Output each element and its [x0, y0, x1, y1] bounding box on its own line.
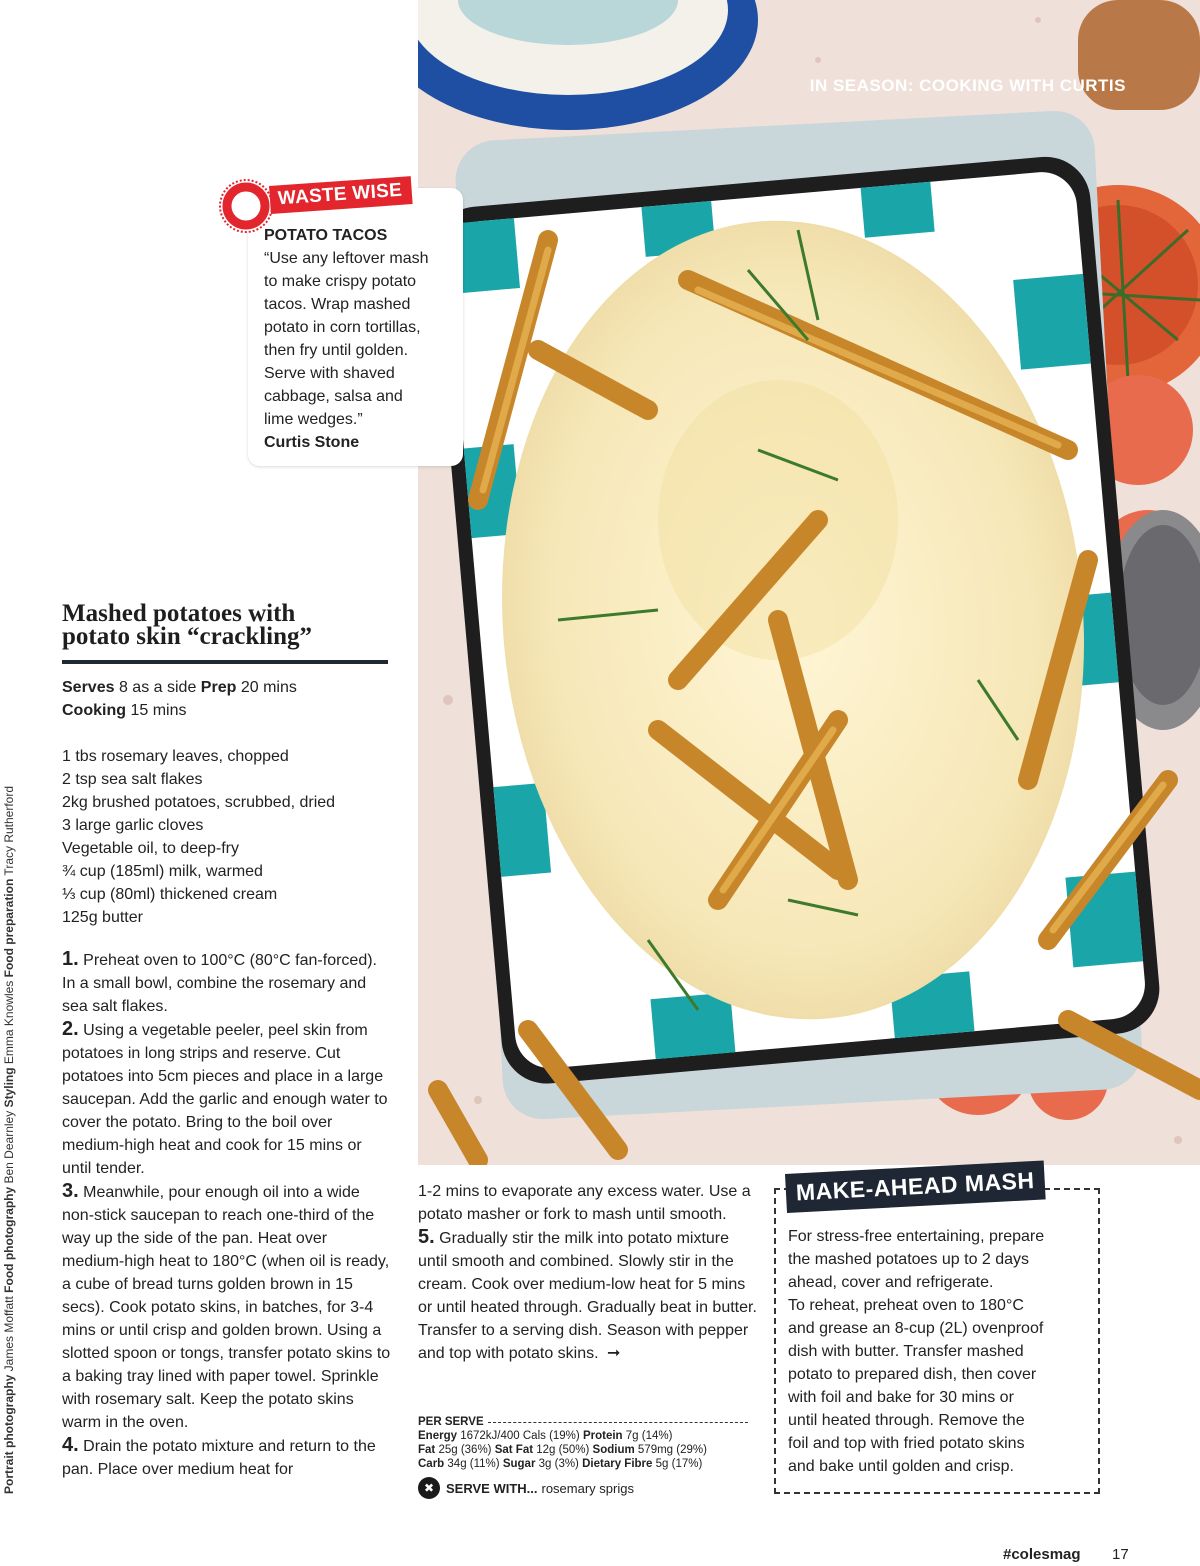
method-step-continued: 1-2 mins to evaporate any excess water. Use a potato masher or fork to mash until smooth.	[418, 1183, 751, 1223]
method-column-2	[418, 1180, 758, 1365]
nutrient-value: 5g (17%)	[655, 1458, 703, 1470]
dashed-divider	[488, 1422, 748, 1423]
credit-value: Ben Dearnley	[2, 1110, 16, 1184]
make-ahead-line: with foil and bake for 30 mins or	[788, 1389, 1014, 1406]
step-number: 2.	[62, 1018, 79, 1040]
nutrient-value: 3g (3%)	[538, 1458, 579, 1470]
step-text: Preheat oven to 100°C (80°C fan-forced). In a small bowl, combine the rosemary and sea salt flakes.	[62, 952, 377, 1015]
nutrient-label: Sat Fat	[494, 1444, 534, 1456]
title-rule	[62, 660, 388, 664]
nutrient-label: Dietary Fibre	[582, 1458, 653, 1470]
recipe-title-line: potato skin “crackling”	[62, 623, 313, 650]
method-column-1	[62, 948, 392, 1481]
method-step	[418, 1226, 758, 1365]
nutrient-value: 25g (36%)	[438, 1444, 492, 1456]
cooking-label: Cooking	[62, 702, 126, 719]
waste-wise-tag: WASTE WISE	[269, 176, 413, 214]
nutrient-label: Energy	[418, 1430, 457, 1442]
make-ahead-line: potato to prepared dish, then cover	[788, 1366, 1037, 1383]
mashed-potato-photo	[418, 0, 1200, 1165]
step-text: Meanwhile, pour enough oil into a wide non-stick saucepan to reach one-third of the way up the side of the pan. Heat over medium-high heat to 180°C (when oil is ready, a cube of bread turns golden brown in 15 secs). Cook potato skins, in batches, for 3-4 mins or until crisp and golden brown. Using a slotted spoon or tongs, transfer potato skins to a baking tray lined with paper towel. Sprinkle with rosemary salt. Keep the potato skins warm in the oven.	[62, 1184, 391, 1431]
nutrition-line	[418, 1443, 748, 1457]
recipe-title-line: Mashed potatoes with	[62, 600, 296, 627]
ingredient-item: 3 large garlic cloves	[62, 817, 204, 834]
nutrient-value: 7g (14%)	[625, 1430, 673, 1442]
credit-label: Styling	[2, 1067, 16, 1108]
recipe-title	[62, 602, 392, 648]
step-number: 5.	[418, 1226, 435, 1248]
nutrient-label: Fat	[418, 1444, 436, 1456]
step-text: Gradually stir the milk into potato mixture until smooth and combined. Slowly stir in the cream. Cook over medium-low heat for 5 mins or until heated through. Gradually beat in butter. Transfer to a serving dish. Season with pepper and top with potato skins.	[418, 1230, 757, 1362]
prep-value: 20 mins	[240, 679, 297, 696]
ingredient-item: 2kg brushed potatoes, scrubbed, dried	[62, 794, 336, 811]
nutrition-panel	[418, 1415, 748, 1471]
serve-with-label: SERVE WITH...	[446, 1480, 538, 1496]
credit-value: James Moffatt	[2, 1296, 16, 1372]
nutrient-label: Protein	[582, 1430, 623, 1442]
step-number: 3.	[62, 1180, 79, 1202]
nutrient-value: 579mg (29%)	[637, 1444, 707, 1456]
waste-wise-line: then fry until golden.	[264, 342, 409, 359]
make-ahead-line: To reheat, preheat oven to 180°C	[788, 1297, 1024, 1314]
make-ahead-title: MAKE-AHEAD MASH	[785, 1160, 1045, 1212]
credit-label: Food preparation	[2, 878, 16, 978]
step-text: Drain the potato mixture and return to the pan. Place over medium heat for	[62, 1438, 376, 1478]
ingredient-item: ¾ cup (185ml) milk, warmed	[62, 863, 263, 880]
nutrient-value: 12g (50%)	[536, 1444, 590, 1456]
make-ahead-text	[788, 1225, 1088, 1478]
section-label: IN SEASON: COOKING WITH CURTIS	[809, 76, 1126, 95]
ingredient-item: 125g butter	[62, 909, 143, 926]
step-number: 4.	[62, 1434, 79, 1456]
ingredient-list	[62, 745, 402, 929]
waste-wise-line: cabbage, salsa and	[264, 388, 403, 405]
waste-wise-line: potato in corn tortillas,	[264, 319, 421, 336]
nutrient-value: 34g (11%)	[447, 1458, 500, 1470]
credit-label: Food photography	[2, 1186, 16, 1293]
waste-wise-line: to make crispy potato	[264, 273, 417, 290]
nutrient-label: Sodium	[592, 1444, 635, 1456]
make-ahead-line: ahead, cover and refrigerate.	[788, 1274, 994, 1291]
hashtag: #colesmag	[1003, 1546, 1081, 1563]
make-ahead-line: until heated through. Remove the	[788, 1412, 1025, 1429]
waste-wise-line: Serve with shaved	[264, 365, 395, 382]
page-number: 17	[1112, 1546, 1129, 1563]
nutrient-value: 1672kJ/400 Cals (19%)	[460, 1430, 580, 1442]
waste-wise-line: lime wedges.”	[264, 411, 363, 428]
credit-value: Tracy Rutherford	[2, 785, 16, 876]
arrow-right-icon: ➞	[607, 1345, 621, 1362]
nutrition-line	[418, 1429, 748, 1443]
waste-wise-body	[264, 224, 456, 454]
serve-with-value: rosemary sprigs	[541, 1480, 634, 1496]
make-ahead-line: the mashed potatoes up to 2 days	[788, 1251, 1030, 1268]
method-step	[62, 948, 392, 1018]
nutrition-heading: PER SERVE	[418, 1416, 484, 1428]
ingredient-item: 2 tsp sea salt flakes	[62, 771, 203, 788]
recipe-meta	[62, 676, 402, 722]
waste-wise-line: “Use any leftover mash	[264, 250, 429, 267]
ingredient-item: ⅓ cup (80ml) thickened cream	[62, 886, 278, 903]
cutlery-icon: ✖	[418, 1477, 440, 1499]
method-step	[62, 1018, 392, 1180]
credit-value: Emma Knowles	[2, 980, 16, 1065]
serves-value: 8 as a side	[118, 679, 197, 696]
hero-photo	[418, 0, 1200, 1165]
make-ahead-line: For stress-free entertaining, prepare	[788, 1228, 1045, 1245]
ingredient-item: Vegetable oil, to deep-fry	[62, 840, 240, 857]
waste-wise-author: Curtis Stone	[264, 434, 360, 451]
nutrient-label: Sugar	[502, 1458, 536, 1470]
prep-label: Prep	[200, 679, 237, 696]
photo-credits	[2, 690, 16, 1494]
nutrition-line	[418, 1457, 748, 1471]
ingredient-item: 1 tbs rosemary leaves, chopped	[62, 748, 289, 765]
make-ahead-line: dish with butter. Transfer mashed	[788, 1343, 1024, 1360]
serves-label: Serves	[62, 679, 115, 696]
method-step	[62, 1180, 392, 1434]
credit-label: Portrait photography	[2, 1374, 16, 1494]
nutrient-label: Carb	[418, 1458, 445, 1470]
waste-wise-title: POTATO TACOS	[264, 227, 388, 244]
step-text: Using a vegetable peeler, peel skin from potatoes in long strips and reserve. Cut potatoes into 5cm pieces and place in a large saucepan. Add the garlic and enough water to cover the potato. Bring to the boil over medium-high heat and cook for 15 mins or until tender.	[62, 1022, 388, 1177]
step-number: 1.	[62, 948, 79, 970]
make-ahead-line: and bake until golden and crisp.	[788, 1458, 1014, 1475]
cooking-value: 15 mins	[130, 702, 187, 719]
make-ahead-line: foil and top with fried potato skins	[788, 1435, 1025, 1452]
serve-with	[418, 1477, 634, 1499]
method-step	[62, 1434, 392, 1481]
make-ahead-line: and grease an 8-cup (2L) ovenproof	[788, 1320, 1044, 1337]
waste-wise-line: tacos. Wrap mashed	[264, 296, 411, 313]
